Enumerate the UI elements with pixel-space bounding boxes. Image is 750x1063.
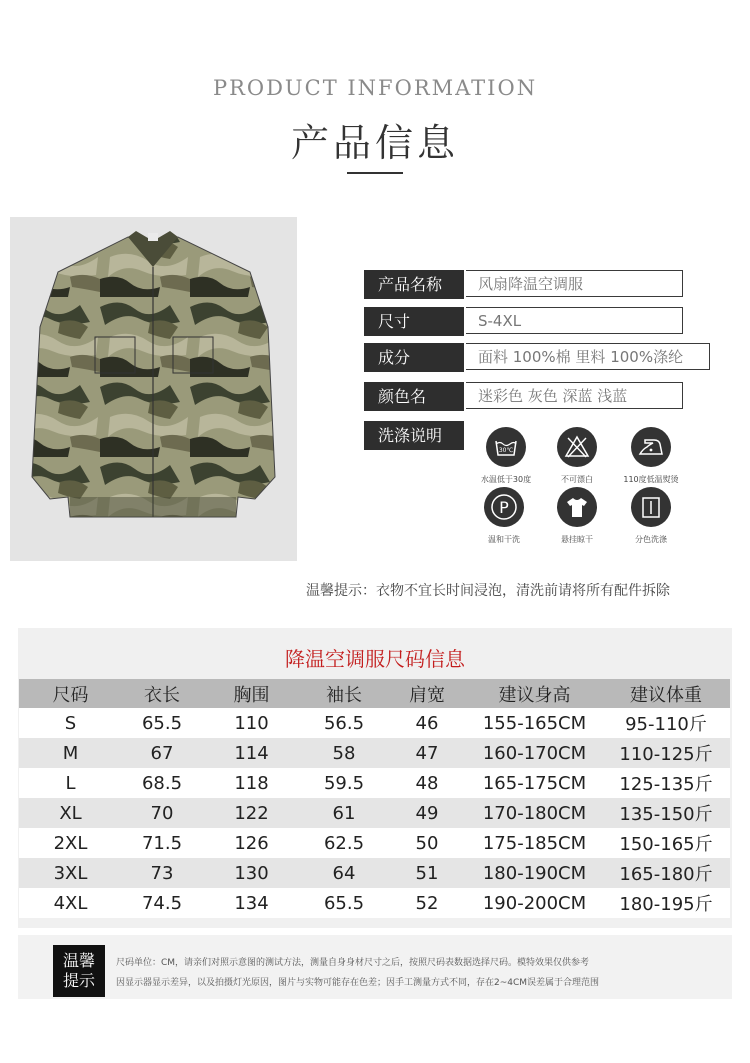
attr-label: 颜色名 [364, 382, 464, 411]
col-header: 肩宽 [387, 679, 467, 708]
table-cell: 48 [387, 768, 467, 798]
care-caption: 温和干洗 [488, 535, 520, 544]
header-divider [347, 172, 403, 174]
table-cell: 114 [202, 738, 301, 768]
attr-row-size [364, 307, 683, 336]
table-cell: 67 [122, 738, 202, 768]
attr-label: 成分 [364, 343, 464, 372]
table-cell: 170-180CM [467, 798, 602, 828]
col-header: 衣长 [122, 679, 202, 708]
table-cell: 46 [387, 708, 467, 738]
attr-label: 产品名称 [364, 270, 464, 299]
col-header: 胸围 [202, 679, 301, 708]
note-text-line2: 因显示器显示差异，以及拍摄灯光原因，图片与实物可能存在色差；因手工测量方式不同，存在2~4CM误差属于合理范围 [116, 978, 600, 988]
header-en-title: PRODUCT INFORMATION [212, 76, 538, 100]
table-cell: 160-170CM [467, 738, 602, 768]
table-cell: 150-165斤 [602, 828, 730, 858]
size-table [19, 679, 730, 918]
table-cell: S [19, 708, 122, 738]
separate-wash-icon [631, 487, 671, 527]
attr-value: 迷彩色 灰色 深蓝 浅蓝 [466, 382, 683, 409]
size-table-header-row [19, 679, 730, 708]
table-cell: 3XL [19, 858, 122, 888]
table-cell: 59.5 [301, 768, 387, 798]
care-caption: 不可漂白 [561, 475, 593, 484]
table-row [19, 888, 730, 918]
dry-clean-icon [484, 487, 524, 527]
table-cell: 122 [202, 798, 301, 828]
table-cell: 61 [301, 798, 387, 828]
table-cell: 130 [202, 858, 301, 888]
table-cell: 65.5 [122, 708, 202, 738]
col-header: 建议体重 [602, 679, 730, 708]
table-cell: 68.5 [122, 768, 202, 798]
table-cell: 65.5 [301, 888, 387, 918]
table-cell: 110-125斤 [602, 738, 730, 768]
wash-temp-text: 30℃ [498, 447, 514, 454]
table-cell: 64 [301, 858, 387, 888]
table-row [19, 798, 730, 828]
table-row [19, 858, 730, 888]
attr-row-wash [364, 421, 464, 450]
care-tip: 温馨提示：衣物不宜长时间浸泡，清洗前请将所有配件拆除 [306, 583, 670, 599]
attr-value: 风扇降温空调服 [466, 270, 683, 297]
table-cell: 175-185CM [467, 828, 602, 858]
note-badge-line1: 温馨 [62, 951, 95, 970]
table-cell: 118 [202, 768, 301, 798]
table-row [19, 768, 730, 798]
col-header: 尺码 [19, 679, 122, 708]
table-cell: 110 [202, 708, 301, 738]
care-item [616, 427, 686, 485]
note-badge [53, 945, 105, 997]
table-cell: 134 [202, 888, 301, 918]
table-cell: L [19, 768, 122, 798]
care-item [616, 487, 686, 545]
care-item [542, 487, 612, 545]
table-cell: 165-180斤 [602, 858, 730, 888]
attr-value: S-4XL [466, 307, 683, 334]
table-cell: 155-165CM [467, 708, 602, 738]
table-cell: 50 [387, 828, 467, 858]
dry-clean-letter: P [499, 498, 509, 517]
care-caption: 悬挂晾干 [561, 535, 593, 544]
table-cell: 125-135斤 [602, 768, 730, 798]
care-item [469, 487, 539, 545]
table-cell: 2XL [19, 828, 122, 858]
table-cell: 4XL [19, 888, 122, 918]
table-row [19, 708, 730, 738]
table-cell: 47 [387, 738, 467, 768]
care-item [542, 427, 612, 485]
wash-label: 洗涤说明 [364, 421, 464, 450]
table-cell: 51 [387, 858, 467, 888]
wash-30-icon [486, 427, 526, 467]
note-badge-line2: 提示 [62, 971, 95, 990]
size-table-title: 降温空调服尺码信息 [285, 647, 465, 671]
table-cell: 180-195斤 [602, 888, 730, 918]
table-cell: 56.5 [301, 708, 387, 738]
table-cell: 62.5 [301, 828, 387, 858]
iron-low-icon [631, 427, 671, 467]
care-caption: 水温低于30度 [480, 475, 532, 484]
table-cell: 49 [387, 798, 467, 828]
camouflage-jacket-illustration [10, 217, 297, 561]
table-cell: 74.5 [122, 888, 202, 918]
col-header: 袖长 [301, 679, 387, 708]
table-cell: 165-175CM [467, 768, 602, 798]
note-text-line1: 尺码单位：CM，请亲们对照示意图的测试方法，测量自身身材尺寸之后，按照尺码表数据选择尺码。模特效果仅供参考 [116, 958, 590, 968]
table-cell: 180-190CM [467, 858, 602, 888]
care-caption: 110度低温熨烫 [623, 475, 679, 484]
attr-row-color [364, 382, 683, 411]
table-cell: 135-150斤 [602, 798, 730, 828]
table-cell: 126 [202, 828, 301, 858]
no-bleach-icon [557, 427, 597, 467]
product-photo [10, 217, 297, 561]
header-cn-title: 产品信息 [290, 121, 459, 165]
table-cell: 73 [122, 858, 202, 888]
table-cell: 71.5 [122, 828, 202, 858]
attr-label: 尺寸 [364, 307, 464, 336]
table-cell: 190-200CM [467, 888, 602, 918]
table-cell: XL [19, 798, 122, 828]
table-cell: 95-110斤 [602, 708, 730, 738]
attr-value: 面料 100%棉 里料 100%涤纶 [466, 343, 710, 370]
table-cell: 58 [301, 738, 387, 768]
table-cell: M [19, 738, 122, 768]
hang-dry-icon [557, 487, 597, 527]
attr-row-name [364, 270, 683, 299]
care-item [471, 427, 541, 485]
table-row [19, 738, 730, 768]
care-caption: 分色洗涤 [635, 535, 667, 544]
table-cell: 70 [122, 798, 202, 828]
col-header: 建议身高 [467, 679, 602, 708]
attr-row-material [364, 343, 710, 372]
table-row [19, 828, 730, 858]
table-cell: 52 [387, 888, 467, 918]
